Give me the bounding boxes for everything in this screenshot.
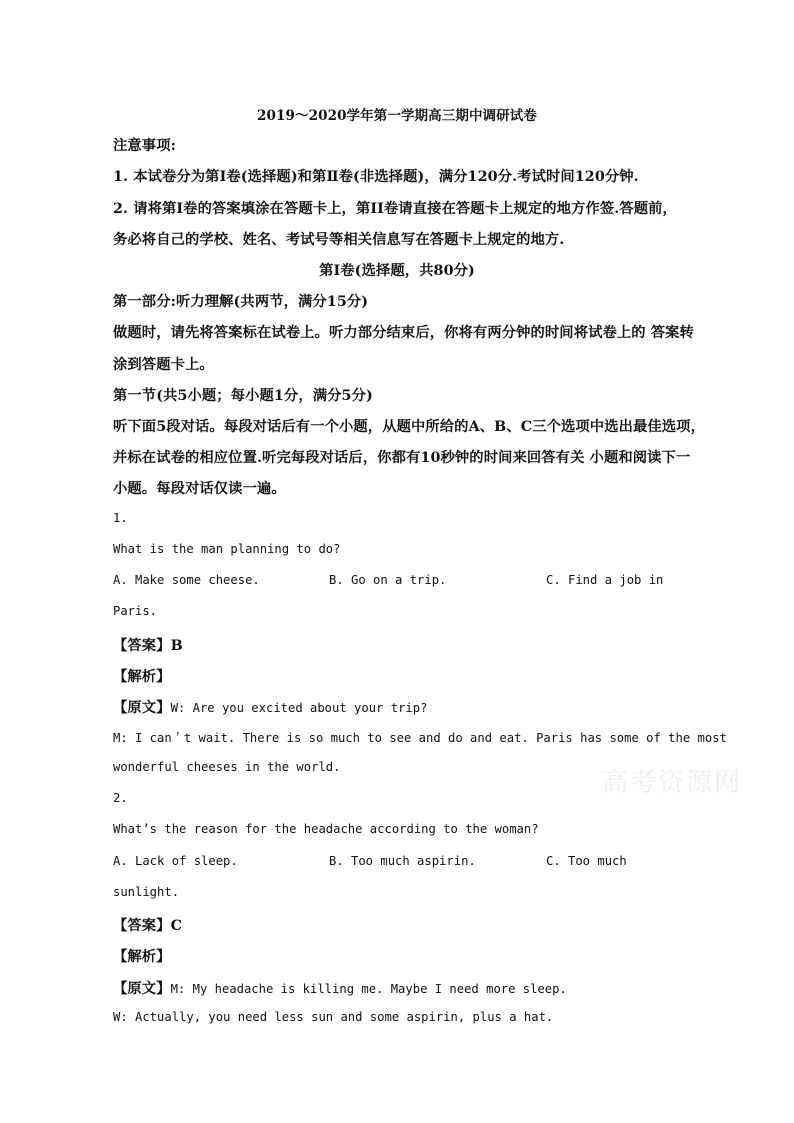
notes-item-2-line-2: 务必将自己的学校、姓名、考试号等相关信息写在答题卡上规定的地方. (113, 232, 565, 248)
notes-item-2-line-1: 2. 请将第Ⅰ卷的答案填涂在答题卡上，第II卷请直接在答题卡上规定的地方作签.答题前， (113, 201, 677, 217)
question-2-transcript-label: 【原文】 (113, 981, 171, 997)
question-1-transcript-label: 【原文】 (113, 700, 171, 716)
notes-heading: 注意事项: (113, 138, 176, 154)
part-1-intro-line-2: 涂到答题卡上。 (113, 357, 214, 373)
question-2-option-c-cont: sunlight. (113, 885, 180, 899)
question-1-number: 1. (113, 511, 128, 525)
section-1-intro-line-2: 并标在试卷的相应位置.听完每段对话后，你都有10秒钟的时间来回答有关 小题和阅读下一 (113, 450, 691, 466)
question-1-transcript-line-3: wonderful cheeses in the world. (113, 760, 341, 774)
question-2-transcript-line-1 (113, 978, 567, 998)
notes-item-1: 1. 本试卷分为第Ⅰ卷(选择题)和第Ⅱ卷(非选择题)，满分120分.考试时间120分钟. (113, 169, 639, 185)
section-1-heading: 第一节(共5小题；每小题1分，满分5分) (113, 388, 373, 404)
question-2-option-b: B. Too much aspirin. (329, 854, 476, 868)
question-2-option-a: A. Lack of sleep. (113, 854, 238, 868)
question-1-option-c: C. Find a job in (546, 573, 664, 587)
exam-title: 2019～2020学年第一学期高三期中调研试卷 (257, 108, 537, 124)
question-1-option-a: A. Make some cheese. (113, 573, 260, 587)
question-1-answer: 【答案】B (113, 638, 183, 654)
question-1-transcript-text-1: W: Are you excited about your trip? (170, 701, 428, 715)
question-2-answer: 【答案】C (113, 918, 183, 934)
part-1-heading: 第一部分:听力理解(共两节，满分15分) (113, 294, 369, 310)
question-2-transcript-line-2: W: Actually, you need less sun and some aspirin, plus a hat. (113, 1010, 554, 1024)
question-1-option-b: B. Go on a trip. (329, 573, 447, 587)
part-1-intro-line-1: 做题时，请先将答案标在试卷上。听力部分结束后，你将有两分钟的时间将试卷上的 答案转 (113, 325, 694, 341)
question-2-option-c: C. Too much (546, 854, 627, 868)
question-1-text: What is the man planning to do? (113, 542, 341, 556)
question-2-number: 2. (113, 791, 128, 805)
section-1-intro-line-1: 听下面5段对话。每段对话后有一个小题，从题中所给的A、B、C三个选项中选出最佳选项， (113, 419, 705, 435)
volume-1-heading: 第Ⅰ卷(选择题，共80分) (319, 263, 475, 279)
question-1-transcript-line-1 (113, 697, 427, 717)
section-1-intro-line-3: 小题。每段对话仅读一遍。 (113, 481, 286, 497)
watermark: 高考资源网 (602, 768, 743, 798)
question-2-analysis: 【解析】 (113, 949, 171, 965)
question-1-analysis: 【解析】 (113, 669, 171, 685)
question-1-transcript-line-2: M: I can＇t wait. There is so much to see and do and eat. Paris has some of the most (113, 731, 727, 745)
question-1-option-c-cont: Paris. (113, 604, 158, 618)
question-2-transcript-text-1: M: My headache is killing me. Maybe I need more sleep. (170, 982, 567, 996)
question-2-text: What’s the reason for the headache according to the woman? (113, 822, 539, 836)
